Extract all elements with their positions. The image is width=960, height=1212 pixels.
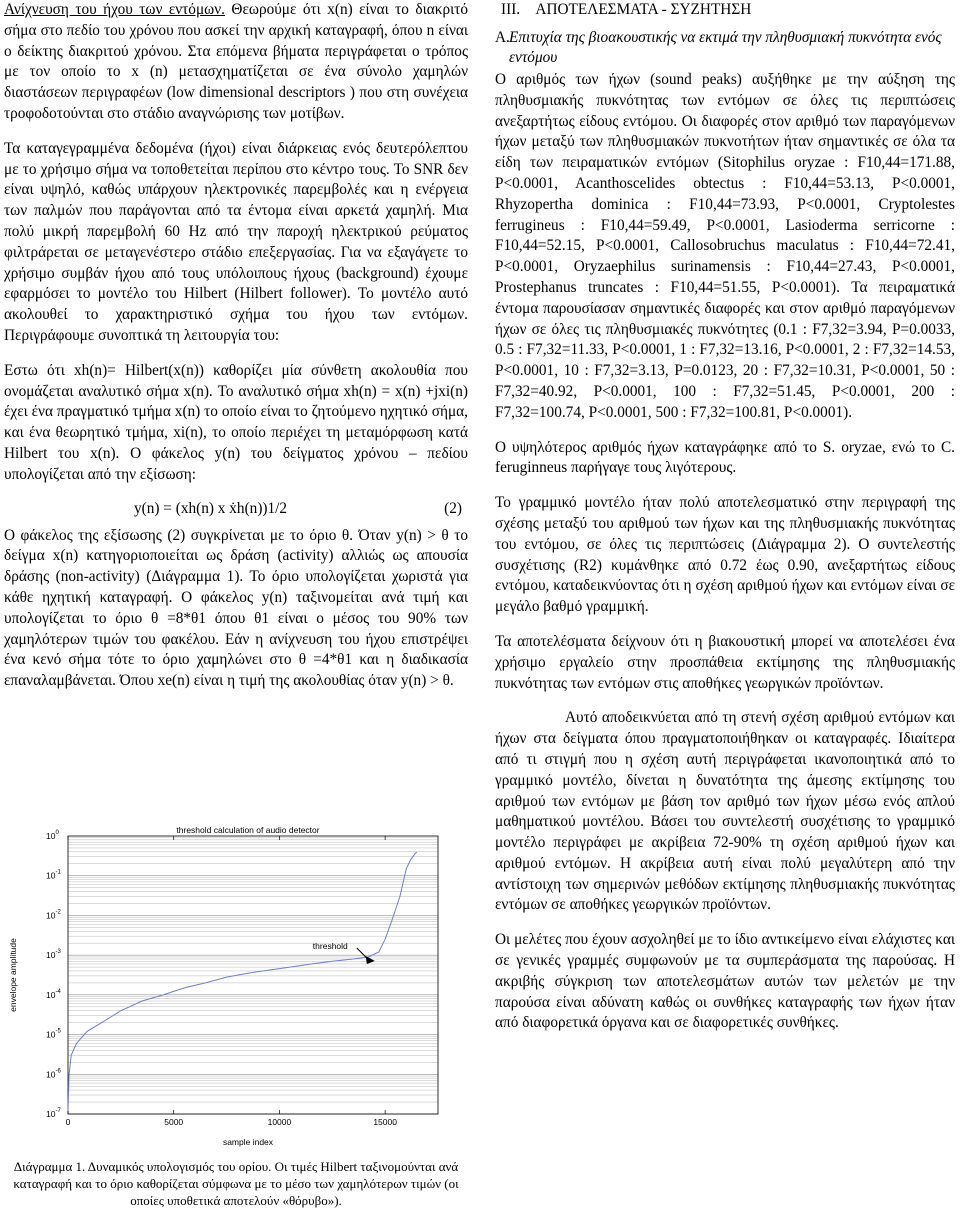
threshold-label: threshold: [312, 940, 348, 951]
figure-caption: Διάγραμμα 1. Δυναμικός υπολογισμός του ορίου. Οι τιμές Hilbert ταξινομούνται ανά καταγραφή και το όριο καθορίζεται σύμφωνα με το μέσο των χαμηλότερων τιμών (οι οποίες υποθετικά αποτελούν «θόρυβο»).: [13, 1159, 459, 1208]
y-tick-exponent: -7: [55, 1108, 61, 1114]
y-tick-label: $10^{-7}$: [46, 1108, 61, 1119]
x-tick-label: 10000: [267, 1117, 292, 1127]
section-title: ΑΠΟΤΕΛΕΣΜΑΤΑ - ΣΥΖΗΤΗΣΗ: [535, 1, 752, 18]
section-heading: [495, 0, 955, 20]
y-tick-label: $10^{-4}$: [46, 988, 61, 1000]
y-tick-exponent: -4: [55, 988, 61, 995]
paragraph-analytic-signal: Εστω ότι xh(n)= Hilbert(x(n)) καθορίζει μία σύνθετη ακολουθία που ονομάζεται αναλυτικό σήμα x(n). Το αναλυτικό σήμα xh(n) = x(n) +jxi(n) έχει ένα πραγματικό τμήμα x(n) το οποίο είναι το ζητούμενο ηχητικό σήμα, και ένα θεωρητικό τμήμα, xi(n), το οποίο περιέχει τη μεταμόρφωση κατά Hilbert του x(n). Ο φάκελος y(n) του δείγματος χρόνου – πεδίου υπολογίζεται από την εξίσωση:: [4, 361, 468, 483]
paragraph-sound-peaks: Ο αριθμός των ήχων (sound peaks) αυξήθηκε με την αύξηση της πληθυσμιακής πυκνότητας των εντόμων σε όλες τις περιπτώσεις ανεξαρτήτως είδους εντόμου. Οι διαφορές στον αριθμό των παραγόμενων ήχων μεταξύ των πληθυσμιακών πυκνοτήτων ήταν σημαντικές σε όλα τα είδη των πειραματικών εντόμων (Sitophilus oryzae : F10,44=171.88, P<0.0001, Acanthoscelides obtectus : F10,44=53.13, P<0.0001, Rhyzopertha dominica : F10,44=73.93, P<0.0001, Cryptolestes ferrugineus : F10,44=59.49, P<0.0001, Lasioderma serricorne : F10,44=52.15, P<0.0001, Callosobruchus maculatus : F10,44=72.41, P<0.0001, Oryzaephilus surinamensis : F10,44=27.43, P<0.0001, Prostephanus truncates : F10,44=51.55, P<0.0001). Τα πειραματικά έντομα παρουσίασαν σημαντικές διαφορές και στον αριθμό παραγόμενων ήχων σε όλες τις πληθυσμιακές πυκνότητες (0.1 : F7,32=3.94, P=0.0033, 0.5 : F7,32=11.33, P<0.0001, 1 : F7,32=13.16, P<0.0001, 2 : F7,32=14.53, P<0.0001, 10 : F7,32=3.13, P=0.0123, 20 : F7,32=10.31, P<0.0001, 50 : F7,32=40.92, P<0.0001, 100 : F7,32=51.45, P<0.0001, 200 : F7,32=100.74, P<0.0001, 500 : F7,32=100.81, P<0.0001).: [495, 71, 955, 421]
y-tick-label: $10^{-3}$: [46, 949, 61, 961]
x-tick-label: 5000: [164, 1117, 184, 1127]
subsection-title: Επιτυχία της βιοακουστικής να εκτιμά την πληθυσμιακή πυκνότητα ενός εντόμου: [509, 29, 942, 66]
section-number: III.: [501, 1, 521, 18]
x-tick-label: 0: [65, 1117, 71, 1127]
threshold-chart: [4, 822, 464, 1156]
equation-2: [4, 498, 468, 520]
equation-formula: y(n) = (xh(n) x ẋh(n))1/2: [134, 499, 288, 517]
paragraph-proof: Αυτό αποδεικνύεται από τη στενή σχέση αριθμού εντόμων και ήχων στα δείγματα όπου πραγματοποιήθηκαν οι καταγραφές. Ιδιαίτερα από τι στιγμή που η σχέση αυτή περιγράφεται ικανοποιητικά από το γραμμικό μοντέλο, δίνεται η δυνατότητα της άμεσης εκτίμησης του αριθμού των εντόμων με βάση τον αριθμό των ήχων μέσω ενός απλού μαθηματικού μοντέλου. Βάσει του συντελεστή συσχέτισης το γραμμικό μοντέλο περιγράφει με ακρίβεια 72-90% τη σχέση αριθμού ήχων και αριθμού εντόμων. Η ακρίβεια αυτή είναι πολύ μεγαλύτερη από την αντίστοιχη των σημερινών μεθόδων εκτίμησης πληθυσμιακής πυκνότητας εντόμων σε αποθήκες γεωργικών προϊόντων.: [495, 709, 955, 914]
y-axis-label: envelope amplitude: [8, 938, 18, 1012]
chart-grid: [68, 838, 438, 1114]
paragraph-text: Θεωρούμε ότι x(n) είναι το διακριτό σήμα στο πεδίο του χρόνου που ασκεί την αρχική καταγραφή, όπου n είναι ο δείκτης διακριτού χρόνου. Στα επόμενα βήματα περιγράφεται ο τρόπος με τον οποίο το x (n) μετασχηματίζεται σε ένα σύνολο χαμηλών διαστάσεων περιγραφέων (low dimensional descriptors ) που στη συνέχεια τροφοδοτούνται στο στάδιο αναγνώρισης των μοτίβων.: [4, 1, 468, 122]
paragraph-recorded-data: Τα καταγεγραμμένα δεδομένα (ήχοι) είναι διάρκειας ενός δευτερόλεπτου με το χρήσιμο σήμα να τοποθετείται περίπου στο κέντρο τους. Το SNR δεν είναι υψηλό, καθώς υπάρχουν ηλεκτρονικές παρεμβολές και η ενέργεια των παλμών που παράγονται από τα έντομα είναι αρκετά χαμηλή. Μια πολύ μικρή παρεμβολή 60 Hz από την παροχή ηλεκτρικού ρεύματος φιλτράρεται σε μεταγενέστερο στάδιο επεξεργασίας. Για να εξαγάγετε το χρήσιμο συμβάν ήχου από τους υπόλοιπους ήχους (background) έχουμε εφαρμόσει το μοντέλο του Hilbert (Hilbert follower). Το μοντέλο αυτό ακολουθεί το χαρακτηριστικό σχήμα του ήχου των εντόμων. Περιγράφουμε συνοπτικά τη λειτουργία του:: [4, 139, 468, 344]
y-tick-label: $10^0$: [46, 830, 59, 841]
y-tick-exponent: -3: [55, 949, 61, 956]
x-axis-label: sample index: [222, 1137, 274, 1147]
paragraph-results: Τα αποτελέσματα δείχνουν ότι η βιακουστική μπορεί να αποτελέσει ένα χρήσιμο εργαλείο στην προσπάθεια εκτίμησης της πληθυσμιακής πυκνότητας των εντόμων στις αποθήκες γεωργικών προϊόντων.: [495, 632, 955, 692]
right-column: [495, 0, 955, 1034]
y-tick-label: $10^{-2}$: [46, 909, 61, 921]
section-title-insect-sound-detection: Ανίχνευση του ήχου των εντόμων.: [4, 1, 225, 18]
y-tick-label: $10^{-6}$: [46, 1068, 61, 1080]
y-tick-label: $10^{-1}$: [46, 869, 61, 881]
y-tick-exponent: -2: [55, 909, 61, 916]
paragraph-insect-sound-detection: [4, 0, 468, 125]
y-tick-exponent: -1: [55, 869, 61, 876]
subsection-heading: [495, 28, 955, 68]
equation-number: (2): [444, 499, 462, 517]
series-line-sorted-envelope: [68, 852, 417, 1111]
paragraph-studies: Οι μελέτες που έχουν ασχοληθεί με το ίδιο αντικείμενο είναι ελάχιστες και σε γενικές γραμμές συμφωνούν με τα συμπεράσματα της παρούσας. Η ακριβής σύγκριση των αποτελεσμάτων αυτών των μελετών με την παρούσα είναι αδύνατη καθώς οι συνθήκες καταγραφής των ήχων ήταν από διαφορετικά όργανα και σε διαφορετικές συνθήκες.: [495, 931, 955, 1032]
paragraph-highest-sounds: Ο υψηλότερος αριθμός ήχων καταγράφηκε από το S. oryzae, ενώ το C. feruginneus παρήγαγε τους λιγότερους.: [495, 438, 955, 477]
paragraph-linear-model: Το γραμμικό μοντέλο ήταν πολύ αποτελεσματικό στην περιγραφή της σχέσης μεταξύ του αριθμού των ήχων και της πληθυσμιακής πυκνότητας του εντόμου, σε όλες τις περιπτώσεις (Διάγραμμα 2). Ο συντελεστής συσχέτισης (R2) κυμάνθηκε από 0.72 έως 0.90, ανεξαρτήτως είδους εντόμου, καταδεικνύοντας ότι η σχέση αριθμού ήχων και εντόμων είναι σε μεγάλο βαθμό γραμμική.: [495, 494, 955, 616]
y-tick-exponent: 0: [55, 830, 59, 836]
subsection-letter: A.: [495, 29, 510, 46]
y-tick-exponent: -6: [55, 1068, 61, 1075]
paragraph-envelope-threshold: Ο φάκελος της εξίσωσης (2) συγκρίνεται με το όριο θ. Όταν y(n) > θ το δείγμα x(n) κατηγοριοποιείται ως δράση (activity) αλλιώς ως απουσία δράσης (non-activity) (Διάγραμμα 1). Το όριο υπολογίζεται χωριστά για κάθε ηχητική καταγραφή. Ο φάκελος y(n) ταξινομείται ανά τιμή και υπολογίζεται το όριο θ =8*θ1 όπου θ1 είναι ο μέσος του 90% των χαμηλότερων τιμών του φακέλου. Εάν η ανίχνευση του ήχου επιστρέψει ένα κενό σήμα τότε το όριο χαμηλώνει στο θ =4*θ1 και η διαδικασία επαναλαμβάνεται. Όπου xe(n) είναι η τιμή της ακολουθίας όταν y(n) > θ.: [4, 526, 468, 690]
left-column: [4, 0, 468, 692]
y-tick-exponent: -5: [55, 1028, 61, 1035]
y-tick-label: $10^{-5}$: [46, 1028, 61, 1040]
chart-title: threshold calculation of audio detector: [176, 825, 320, 835]
x-tick-label: 15000: [373, 1117, 397, 1127]
